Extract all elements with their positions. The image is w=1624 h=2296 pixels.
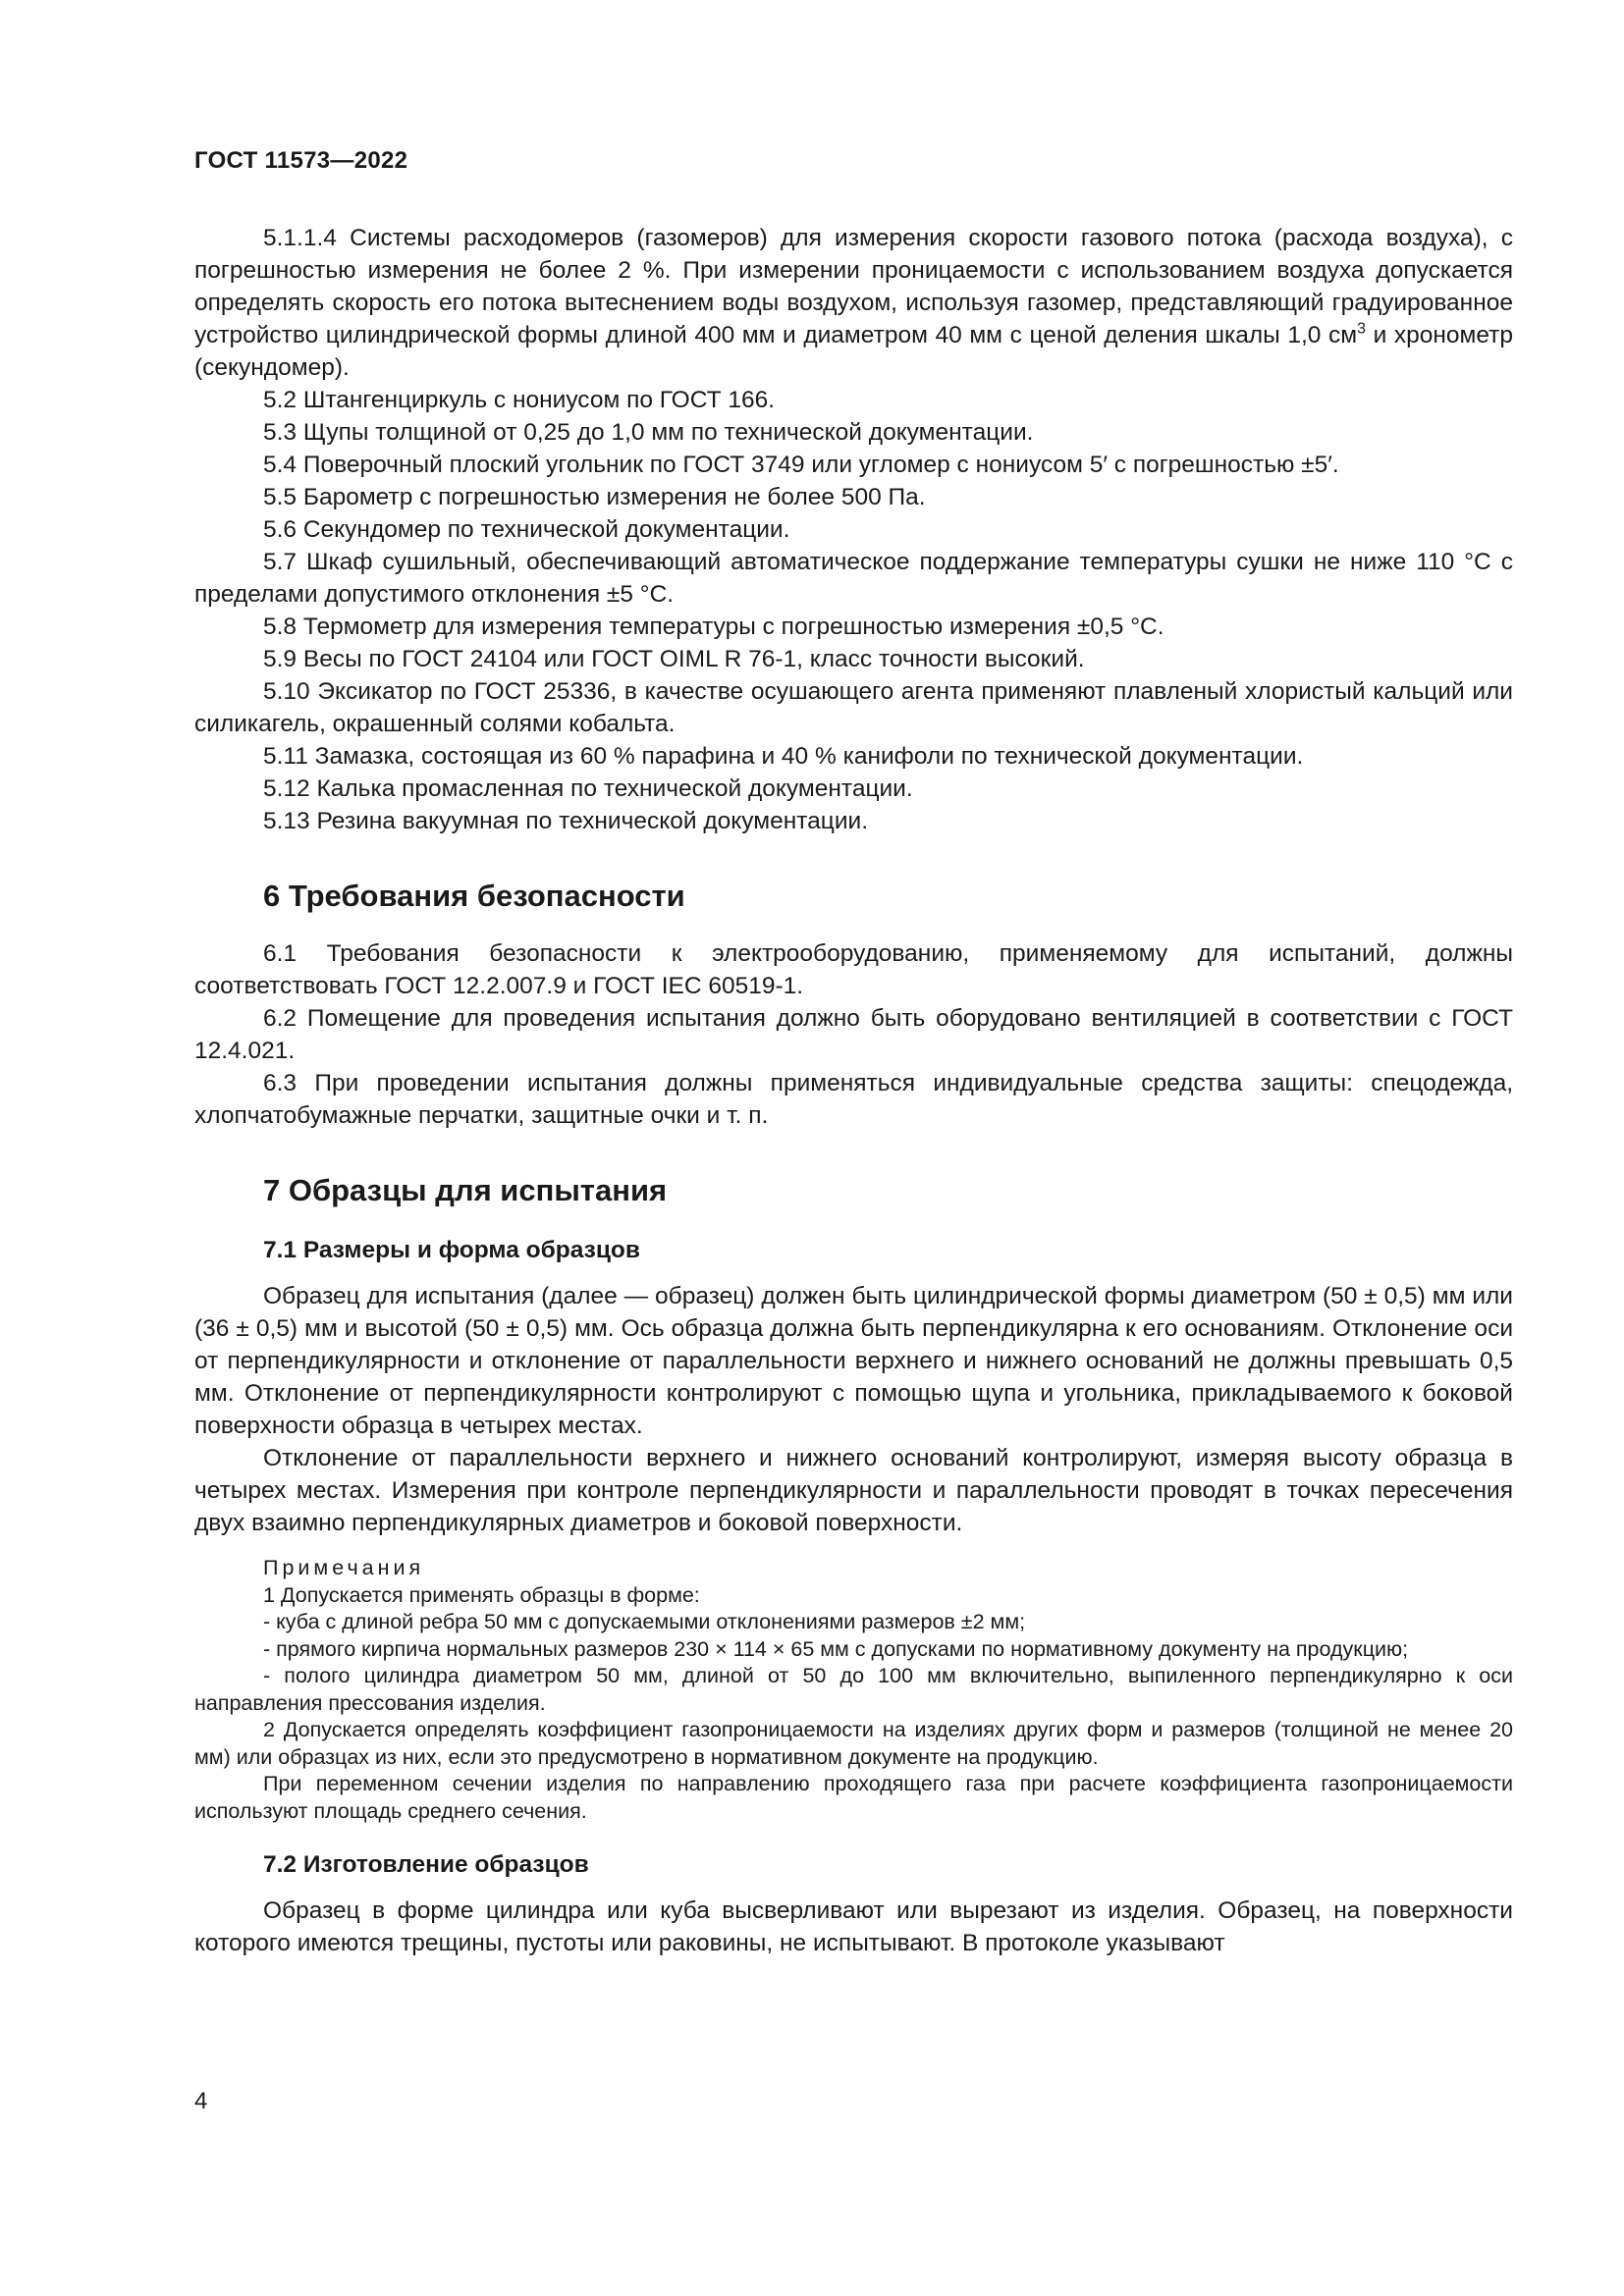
section-6-heading: 6 Требования безопасности: [263, 879, 685, 913]
paragraph-5-9: 5.9 Весы по ГОСТ 24104 или ГОСТ OIML R 76-1, класс точности высокий.: [263, 646, 1085, 672]
document-header: ГОСТ 11573—2022: [194, 147, 408, 174]
paragraph-6-3: 6.3 При проведении испытания должны применяться индивидуальные средства защиты: спецодежда, хлопчатобумажные перчатки, защитные очки и т. п.: [194, 1070, 1513, 1129]
paragraph-5-1-1-4: [194, 222, 1513, 384]
paragraph-5-5: 5.5 Барометр с погрешностью измерения не более 500 Па.: [263, 484, 926, 510]
paragraph-5-7: 5.7 Шкаф сушильный, обеспечивающий автоматическое поддержание температуры сушки не ниже 110 °С с пределами допустимого отклонения ±5 °С.: [194, 549, 1513, 608]
paragraph-5-8: 5.8 Термометр для измерения температуры с погрешностью измерения ±0,5 °С.: [263, 614, 1164, 640]
paragraph-7-1-a: Образец для испытания (далее — образец) должен быть цилиндрической формы диаметром (50 ± 0,5) мм или (36 ± 0,5) мм и высотой (50 ± 0,5) мм. Ось образца должна быть перпендикулярна к его основаниям. Отклонение оси от перпендикулярности и отклонение от параллельности верхнего и нижнего оснований не должны превышать 0,5 мм. Отклонение от перпендикулярности контролируют с помощью щупа и угольника, прикладываемого к боковой поверхности образца в четырех местах.: [194, 1283, 1513, 1439]
paragraph-6-1: 6.1 Требования безопасности к электрооборудованию, применяемому для испытаний, должны соответствовать ГОСТ 12.2.007.9 и ГОСТ IEC 60519-1.: [194, 940, 1513, 999]
note-2-continuation: При переменном сечении изделия по направлению проходящего газа при расчете коэффициента газопроницаемости используют площадь среднего сечения.: [194, 1772, 1513, 1823]
note-1-item-brick: - прямого кирпича нормальных размеров 230 × 114 × 65 мм с допусками по нормативному документу на продукцию;: [263, 1636, 1409, 1661]
paragraph-5-1-1-4-end: и хронометр (секундомер).: [194, 322, 1514, 381]
note-1: 1 Допускается применять образцы в форме:: [263, 1582, 700, 1607]
paragraph-7-1-b: Отклонение от параллельности верхнего и нижнего оснований контролируют, измеряя высоту образца в четырех местах. Измерения при контроле перпендикулярности и параллельности проводят в точках пересечения двух взаимно перпендикулярных диаметров и боковой поверхности.: [194, 1445, 1513, 1536]
superscript-cube: 3: [1357, 320, 1366, 338]
paragraph-5-4: 5.4 Поверочный плоский угольник по ГОСТ 3749 или угломер с нониусом 5′ с погрешностью ±5′.: [263, 452, 1339, 478]
paragraph-5-10: 5.10 Эксикатор по ГОСТ 25336, в качестве осушающего агента применяют плавленый хлористый кальций или силикагель, окрашенный солями кобальта.: [194, 678, 1513, 737]
paragraph-5-2: 5.2 Штангенциркуль с нониусом по ГОСТ 166.: [263, 387, 776, 413]
paragraph-7-2-a: Образец в форме цилиндра или куба высверливают или вырезают из изделия. Образец, на поверхности которого имеются трещины, пустоты или раковины, не испытывают. В протоколе указывают: [194, 1897, 1513, 1956]
subsection-7-2-heading: 7.2 Изготовление образцов: [263, 1851, 589, 1878]
section-7-heading: 7 Образцы для испытания: [263, 1173, 668, 1207]
subsection-7-1-heading: 7.1 Размеры и форма образцов: [263, 1237, 640, 1263]
paragraph-5-11: 5.11 Замазка, состоящая из 60 % парафина и 40 % канифоли по технической документации.: [263, 743, 1304, 770]
note-2: 2 Допускается определять коэффициент газопроницаемости на изделиях других форм и размеров (толщиной не менее 20 мм) или образцах из них, если это предусмотрено в нормативном документе на продукцию.: [194, 1718, 1513, 1769]
paragraph-5-1-1-4-text: 5.1.1.4 Системы расходомеров (газомеров) для измерения скорости газового потока (расхода воздуха), с погрешностью измерения не более 2 %. При измерении проницаемости с использованием воздуха допускается определять скорость его потока вытеснением воды воздухом, используя газомер, представляющий градуированное устройство цилиндрической формы длиной 400 мм и диаметром 40 мм с ценой деления шкалы 1,0 см: [194, 225, 1513, 348]
paragraph-5-3: 5.3 Щупы толщиной от 0,25 до 1,0 мм по технической документации.: [263, 419, 1034, 446]
paragraph-6-2: 6.2 Помещение для проведения испытания должно быть оборудовано вентиляцией в соответствии с ГОСТ 12.4.021.: [194, 1005, 1513, 1064]
page-number: 4: [194, 2088, 208, 2114]
note-1-item-cube: - куба с длиной ребра 50 мм с допускаемыми отклонениями размеров ±2 мм;: [263, 1610, 1026, 1633]
paragraph-5-6: 5.6 Секундомер по технической документации.: [263, 516, 790, 543]
document-body: [194, 222, 1513, 1959]
note-1-item-cylinder: - полого цилиндра диаметром 50 мм, длиной от 50 до 100 мм включительно, выпиленного перпендикулярно к оси направления прессования изделия.: [194, 1664, 1513, 1715]
paragraph-5-12: 5.12 Калька промасленная по технической документации.: [263, 775, 913, 802]
notes-title: Примечания: [263, 1556, 425, 1579]
paragraph-5-13: 5.13 Резина вакуумная по технической документации.: [263, 808, 869, 834]
